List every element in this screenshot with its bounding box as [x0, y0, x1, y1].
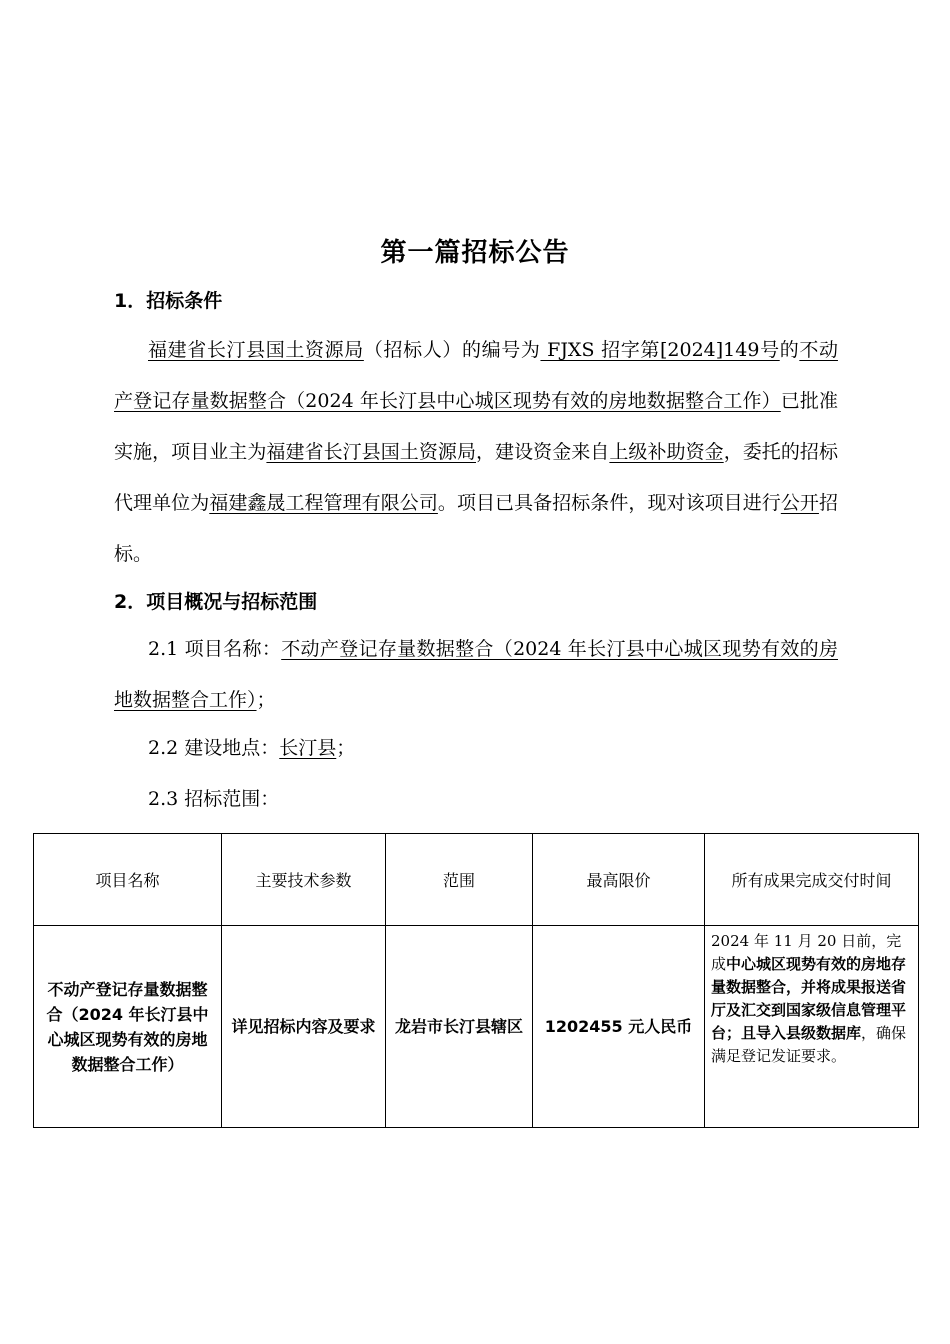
text-segment: 已批准实施，项目业主为	[114, 390, 838, 463]
header-tech-params: 主要技术参数	[222, 834, 386, 926]
text-segment: ，建设资金来自	[476, 441, 610, 463]
header-project-name: 项目名称	[34, 834, 222, 926]
item-2-2-value: 长汀县	[279, 737, 337, 759]
delivery-text-3: ，确保满足登记发证要求。	[711, 1024, 907, 1065]
section-1-heading: 1．招标条件	[114, 290, 223, 312]
project-owner: 福建省长汀县国土资源局	[266, 441, 476, 463]
tender-agent: 福建鑫晟工程管理有限公司	[209, 492, 438, 514]
text-segment: （招标人）的编号为	[363, 339, 541, 361]
project-code: FJXS 招字第[2024]149号	[540, 339, 780, 361]
text-segment: 。项目已具备招标条件，现对该项目进行	[437, 492, 781, 514]
section-1-paragraph	[114, 325, 838, 580]
item-2-3	[148, 774, 279, 825]
item-2-2	[148, 723, 355, 774]
funding-source: 上级补助资金	[609, 441, 724, 463]
cell-max-price: 1202455 元人民币	[533, 926, 705, 1128]
text-segment: 招标。	[114, 492, 838, 565]
item-2-3-label: 2.3 招标范围：	[148, 788, 280, 810]
delivery-text-1: 2024 年 11 月 20 日前，完成	[711, 932, 902, 973]
delivery-text-2: 中心城区现势有效的房地存量数据整合，并将成果报送省厅及汇交到国家级信息管理平台；且导入县级数据库	[711, 955, 907, 1042]
item-2-2-label: 2.2 建设地点：	[148, 737, 280, 759]
project-title: 不动产登记存量数据整合（2024 年长汀县中心城区现势有效的房地数据整合工作）	[114, 339, 838, 412]
header-max-price: 最高限价	[533, 834, 705, 926]
page-title: 第一篇招标公告	[380, 238, 570, 268]
text-segment: ；	[256, 689, 276, 711]
scope-table	[33, 833, 919, 1128]
cell-tech-params: 详见招标内容及要求	[222, 926, 386, 1128]
table-header-row	[34, 834, 919, 926]
text-segment: ；	[336, 737, 356, 759]
cell-delivery-time	[705, 926, 919, 1128]
item-2-1-value: 不动产登记存量数据整合（2024 年长汀县中心城区现势有效的房地数据整合工作）	[114, 638, 838, 711]
cell-scope: 龙岩市长汀县辖区	[386, 926, 533, 1128]
tenderer-name: 福建省长汀县国土资源局	[148, 339, 364, 361]
cell-project-name: 不动产登记存量数据整合（2024 年长汀县中心城区现势有效的房地数据整合工作）	[34, 926, 222, 1128]
tender-method: 公开	[780, 492, 819, 514]
header-delivery-time: 所有成果完成交付时间	[705, 834, 919, 926]
table-row	[34, 926, 919, 1128]
header-scope: 范围	[386, 834, 533, 926]
item-2-1	[114, 624, 838, 726]
item-2-1-label: 2.1 项目名称：	[148, 638, 282, 660]
text-segment: 的	[779, 339, 800, 361]
section-2-heading: 2．项目概况与招标范围	[114, 591, 318, 613]
text-segment: ，委托的招标代理单位为	[114, 441, 838, 514]
